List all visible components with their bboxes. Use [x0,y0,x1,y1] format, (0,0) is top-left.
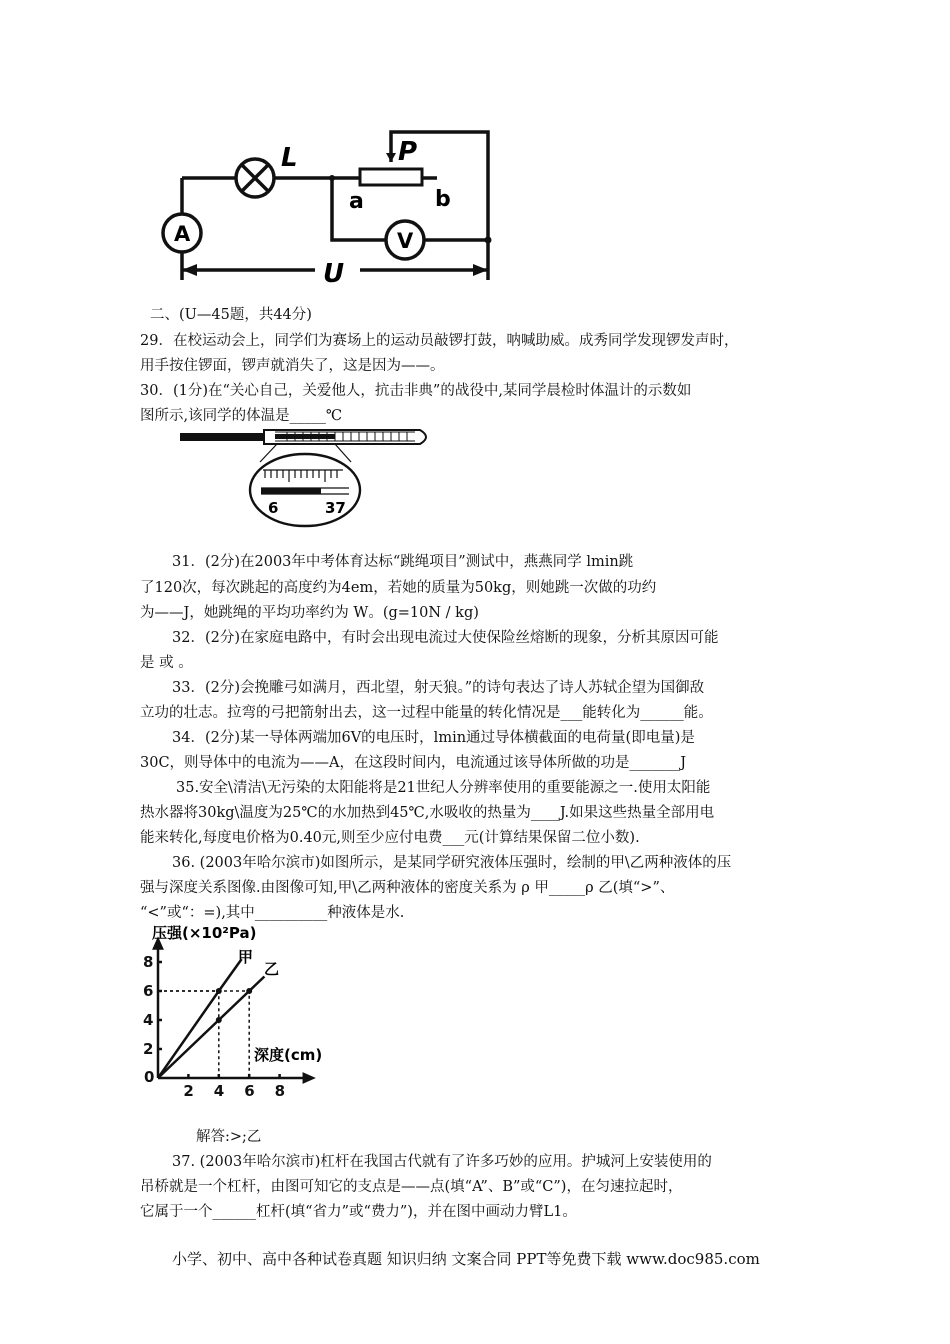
q29-line1: 29．在校运动会上，同学们为赛场上的运动员敲锣打鼓，呐喊助威。成秀同学发现锣发声时， [140,333,739,349]
q30-line2: 图所示,该同学的体温是_____℃ [140,408,343,424]
end-a-label: a [349,189,364,214]
data-point [216,988,222,994]
q36-answer: 解答:>;乙 [196,1129,262,1145]
end-b-label: b [435,187,451,212]
q33-line1: 33．(2分)会挽雕弓如满月，西北望，射天狼。”的诗句表达了诗人苏轼企望为国御敌 [172,680,705,696]
q36-line1: 36. (2003年哈尔滨市)如图所示，是某同学研究液体压强时，绘制的甲\乙两种液体的压 [172,855,732,871]
circuit-diagram [155,122,505,292]
x-tick-label: 0 [144,1068,155,1086]
thermo-tick-6: 6 [268,499,279,517]
q35-line2: 热水器将30kg\温度为25℃的水加热到45℃,水吸收的热量为____J.如果这些热量全部用电 [140,805,715,821]
q36-line3: “<”或“：=),其中__________种液体是水. [140,905,405,921]
q37-line3: 它属于一个______杠杆(填“省力”或“费力”)，并在图中画动力臂L1。 [140,1204,577,1220]
q31-line2: 了120次，每次跳起的高度约为4em，若她的质量为50kg，则她跳一次做的功约 [140,580,657,596]
q35-line3: 能来转化,每度电价格为0.40元,则至少应付电费___元(计算结果保留二位小数). [140,830,640,846]
q30-line1: 30．(1分)在“关心自己，关爱他人，抗击非典”的战役中,某同学晨检时体温计的示数如 [140,383,692,399]
chart-xlabel: 深度(cm) [254,1046,323,1064]
q31-line1: 31．(2分)在2003年中考体育达标“跳绳项目”测试中，燕燕同学 lmin跳 [172,554,634,570]
y-tick-label: 4 [143,1011,154,1029]
pressure-depth-chart [130,920,350,1105]
y-tick-label: 6 [143,982,154,1000]
x-tick-label: 2 [183,1082,194,1100]
x-tick-label: 8 [274,1082,286,1100]
q33-line2: 立功的壮志。拉弯的弓把箭射出去，这一过程中能量的转化情况是___能转化为______能。 [140,705,713,721]
q34-line1: 34．(2分)某一导体两端加6V的电压时，lmin通过导体横截面的电荷量(即电量)是 [172,730,695,746]
q29-line2: 用手按住锣面，锣声就消失了，这是因为——。 [140,358,445,374]
thermo-tick-37: 37 [325,499,346,517]
q35-line1: 35.安全\清洁\无污染的太阳能将是21世纪人分辨率使用的重要能源之一.使用太阳能 [176,780,711,796]
series-label-jia: 甲 [238,948,254,966]
section-heading: 二、(U—45题，共44分) [150,307,312,323]
chart-ylabel: 压强(×10²Pa) [152,924,257,942]
series-line-jia [158,959,242,1078]
q32-line1: 32．(2分)在家庭电路中，有时会出现电流过大使保险丝熔断的现象，分析其原因可能 [172,630,719,646]
data-point [216,1017,222,1023]
page-footer: 小学、初中、高中各种试卷真题 知识归纳 文案合同 PPT等免费下载 www.doc985.com [172,1250,760,1268]
q31-line3: 为——J，她跳绳的平均功率约为 W。(g=10N / kg) [140,605,479,621]
x-tick-label: 4 [213,1082,225,1100]
x-tick-label: 6 [244,1082,255,1100]
q34-line2: 30C，则导体中的电流为——A，在这段时间内，电流通过该导体所做的功是_______J [140,755,687,771]
series-label-yi: 乙 [264,960,280,978]
q32-line2: 是 或 。 [140,655,193,671]
y-tick-label: 2 [143,1040,154,1058]
thermometer-figure [175,424,440,532]
q36-line2: 强与深度关系图像.由图像可知,甲\乙两种液体的密度关系为 ρ 甲_____ρ 乙(填“>”、 [140,880,675,896]
x-axis-arrow [304,1074,313,1082]
ammeter-label: A [174,222,191,246]
q37-line2: 吊桥就是一个杠杆，由图可知它的支点是——点(填“A”、B”或“C”)，在匀速拉起时， [140,1179,683,1195]
voltage-label: U [323,259,345,289]
q37-line1: 37. (2003年哈尔滨市)杠杆在我国古代就有了许多巧妙的应用。护城河上安装使用的 [172,1154,712,1170]
slider-label: P [398,137,418,167]
y-tick-label: 8 [143,953,154,971]
voltmeter-label: V [397,229,414,253]
data-point [246,988,252,994]
lamp-label: L [281,143,298,173]
